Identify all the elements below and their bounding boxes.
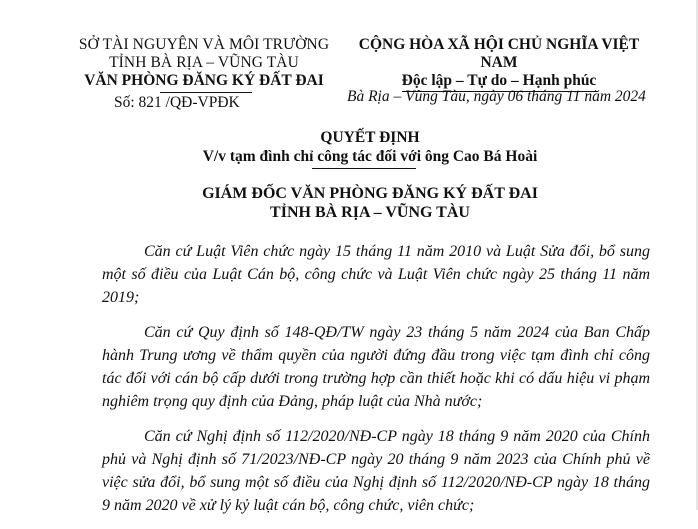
document-date: Bà Rịa – Vũng Tàu, ngày 06 tháng 11 năm 2024 [347,88,646,105]
national-title: CỘNG HÒA XÃ HỘI CHỦ NGHĨA VIỆT NAM [358,36,640,71]
legal-basis-body [102,240,650,529]
legal-basis-paragraph-3: Căn cứ Nghị định số 112/2020/NĐ-CP ngày 18 tháng 9 năm 2020 của Chính phủ và Nghị định số 71/2023/NĐ-CP ngày 20 tháng 9 năm 2023 của Chính phủ về việc sửa đổi, bổ sung một số điều của Nghị định số 112/2020/NĐ-CP ngày 18 tháng 9 năm 2020 về xử lý kỷ luật cán bộ, công chức, viên chức; [102,428,650,514]
national-header [340,36,658,92]
document-number: Số: 821 /QĐ-VPĐK [114,94,240,111]
decision-heading: QUYẾT ĐỊNH [320,129,420,146]
agency-line-2: TỈNH BÀ RỊA – VŨNG TÀU [109,54,299,71]
agency-underline [160,92,252,93]
title-underline [312,168,416,169]
director-line-2: TỈNH BÀ RỊA – VŨNG TÀU [270,204,470,221]
decision-title [160,128,580,166]
director-line-1: GIÁM ĐỐC VĂN PHÒNG ĐĂNG KÝ ĐẤT ĐAI [202,185,538,202]
legal-basis-paragraph-2: Căn cứ Quy định số 148-QĐ/TW ngày 23 tháng 5 năm 2024 của Ban Chấp hành Trung ương về thẩm quyền của người đứng đầu trong việc tạm đình chỉ công tác đối với cán bộ cấp dưới trong trường hợp cần thiết hoặc khi có dấu hiệu vi phạm nghiêm trọng quy định của Đảng, pháp luật của Nhà nước; [102,324,650,410]
issuing-agency-header [70,36,338,90]
agency-line-3: VĂN PHÒNG ĐĂNG KÝ ĐẤT ĐAI [84,72,324,89]
national-motto: Độc lập – Tự do – Hạnh phúc [402,72,597,92]
director-title [160,184,580,222]
decision-subject: V/v tạm đình chỉ công tác đối với ông Cao Bá Hoài [202,148,538,165]
legal-basis-paragraph-1: Căn cứ Luật Viên chức ngày 15 tháng 11 năm 2010 và Luật Sửa đổi, bổ sung một số điều của Luật Cán bộ, công chức và Luật Viên chức ngày 25 tháng 11 năm 2019; [102,243,650,306]
agency-line-1: SỞ TÀI NGUYÊN VÀ MÔI TRƯỜNG [78,36,330,53]
